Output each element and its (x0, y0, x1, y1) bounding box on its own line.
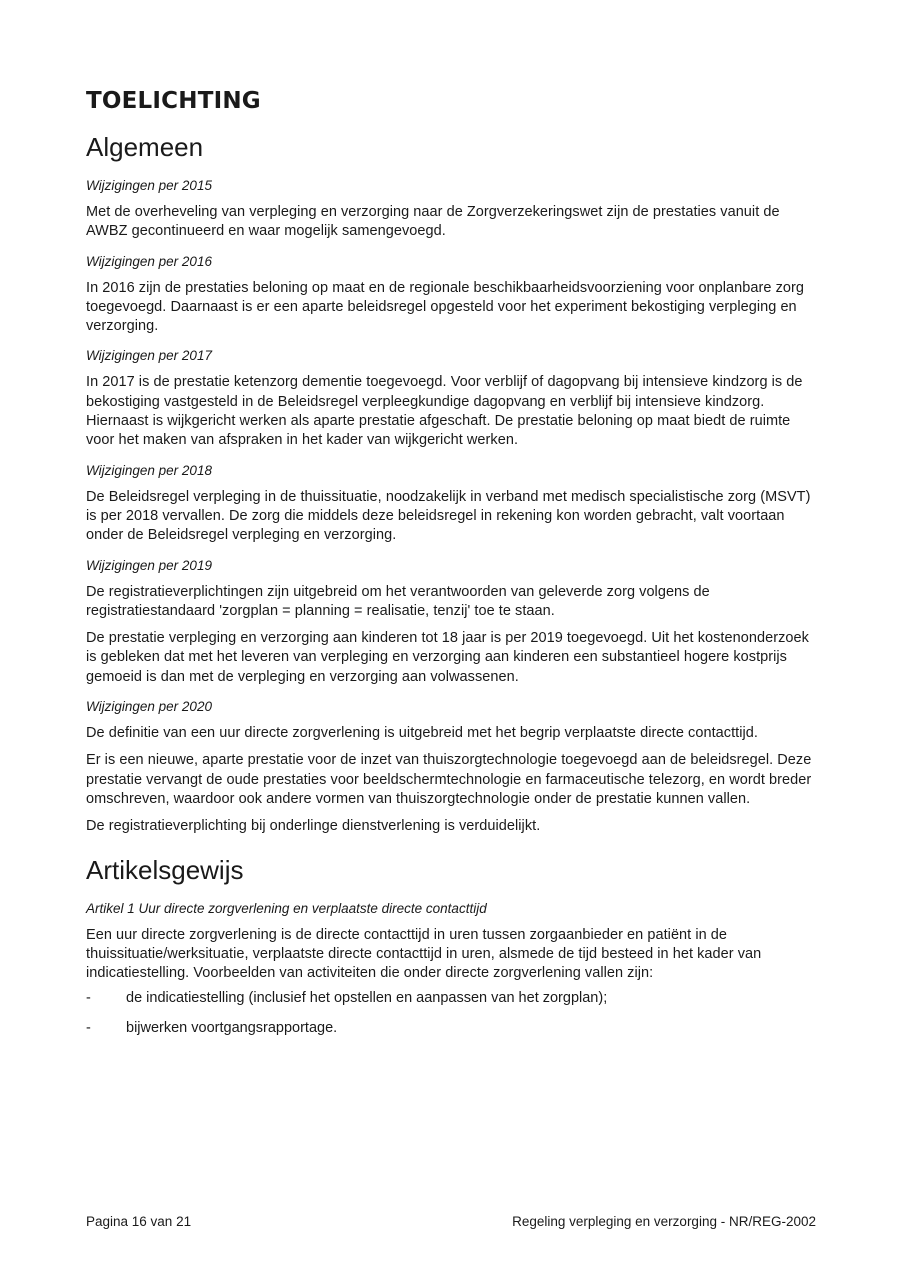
paragraph-article-1: Een uur directe zorgverlening is de directe contacttijd in uren tussen zorgaanbieder en patiënt in de thuissituatie/werksituatie, verplaatste directe contacttijd in uren, alsmede de tijd besteed in het kader van indicatiestelling. Voorbeelden van activiteiten die onder directe zorgverlening vallen zijn: (86, 926, 762, 982)
bullet-dash: - (86, 990, 91, 1007)
section-heading-general: Algemeen (86, 132, 204, 162)
block-2015 (86, 176, 816, 242)
paragraph-2015: Met de overheveling van verpleging en verzorging naar de Zorgverzekeringswet zijn de prestaties vanuit de AWBZ gecontinueerd en waar mogelijk samengevoegd. (86, 204, 780, 240)
paragraph-2020-1: De definitie van een uur directe zorgverlening is uitgebreid met het begrip verplaatste directe contacttijd. (86, 725, 758, 742)
block-2019 (86, 556, 816, 687)
paragraph-2020-3: De registratieverplichting bij onderlinge dienstverlening is verduidelijkt. (86, 818, 541, 835)
list-item (86, 989, 816, 1008)
paragraph-2016: In 2016 zijn de prestaties beloning op maat en de regionale beschikbaarheidsvoorziening voor onplanbare zorg toegevoegd. Daarnaast is er een aparte beleidsregel opgesteld voor het experiment bekostiging verpleging en verzorging. (86, 279, 804, 335)
paragraph-2018: De Beleidsregel verpleging in de thuissituatie, noodzakelijk in verband met medisch specialistische zorg (MSVT) is per 2018 vervallen. De zorg die middels deze beleidsregel in rekening kon worden gebracht, valt voortaan onder de Beleidsregel verpleging en verzorging. (86, 488, 811, 544)
page-footer (86, 1213, 816, 1231)
subheading-2015: Wijzigingen per 2015 (86, 178, 212, 193)
subheading-2020: Wijzigingen per 2020 (86, 699, 212, 715)
subheading-2017: Wijzigingen per 2017 (86, 348, 212, 364)
block-2016 (86, 252, 816, 337)
block-2020 (86, 697, 816, 836)
block-2018 (86, 461, 816, 546)
paragraph-2019-2: De prestatie verpleging en verzorging aan kinderen tot 18 jaar is per 2019 toegevoegd. Uit het kostenonderzoek is gebleken dat met het leveren van verpleging en verzorging aan kinderen een substantieel hogere kostprijs gemoeid is dan met de verpleging en verzorging aan volwassenen. (86, 630, 809, 685)
document-reference: Regeling verpleging en verzorging - NR/REG-2002 (512, 1214, 816, 1229)
paragraph-2020-2: Er is een nieuwe, aparte prestatie voor de inzet van thuiszorgtechnologie toegevoegd aan de beleidsregel. Deze prestatie vervangt de oude prestaties voor beeldschermtechnologie en farmaceutische telezorg, en wordt breder omschreven, waardoor ook andere vormen van thuiszorgtechnologie onder de prestatie kunnen vallen. (86, 752, 812, 807)
page-number: Pagina 16 van 21 (86, 1214, 192, 1229)
list-item (86, 1019, 816, 1038)
subheading-2018: Wijzigingen per 2018 (86, 462, 212, 478)
bullet-text: bijwerken voortgangsrapportage. (126, 1020, 338, 1037)
subheading-2016: Wijzigingen per 2016 (86, 253, 212, 269)
section-heading-articles: Artikelsgewijs (86, 854, 244, 885)
subheading-article-1: Artikel 1 Uur directe zorgverlening en verplaatste directe contacttijd (86, 900, 487, 916)
subheading-2019: Wijzigingen per 2019 (86, 557, 212, 573)
document-page (86, 84, 816, 1049)
bullet-dash: - (86, 1020, 91, 1037)
paragraph-2019-1: De registratieverplichtingen zijn uitgebreid om het verantwoorden van geleverde zorg volgens de registratiestandaard 'zorgplan = planning = realisatie, tenzij' toe te staan. (86, 583, 710, 619)
block-2017 (86, 346, 816, 450)
bullet-list (86, 989, 816, 1038)
paragraph-2017: In 2017 is de prestatie ketenzorg dementie toegevoegd. Voor verblijf of dagopvang bij intensieve kindzorg is de bekostiging vastgesteld in de Beleidsregel verpleegkundige dagopvang en verblijf bij intensieve kindzorg. Hiernaast is wijkgericht werken als aparte prestatie afgeschaft. De prestatie beloning op maat biedt de ruimte voor het maken van afspraken in het kader van wijkgericht werken. (86, 374, 803, 449)
document-title: TOELICHTING (86, 88, 261, 114)
bullet-text: de indicatiestelling (inclusief het opstellen en aanpassen van het zorgplan); (126, 990, 608, 1007)
